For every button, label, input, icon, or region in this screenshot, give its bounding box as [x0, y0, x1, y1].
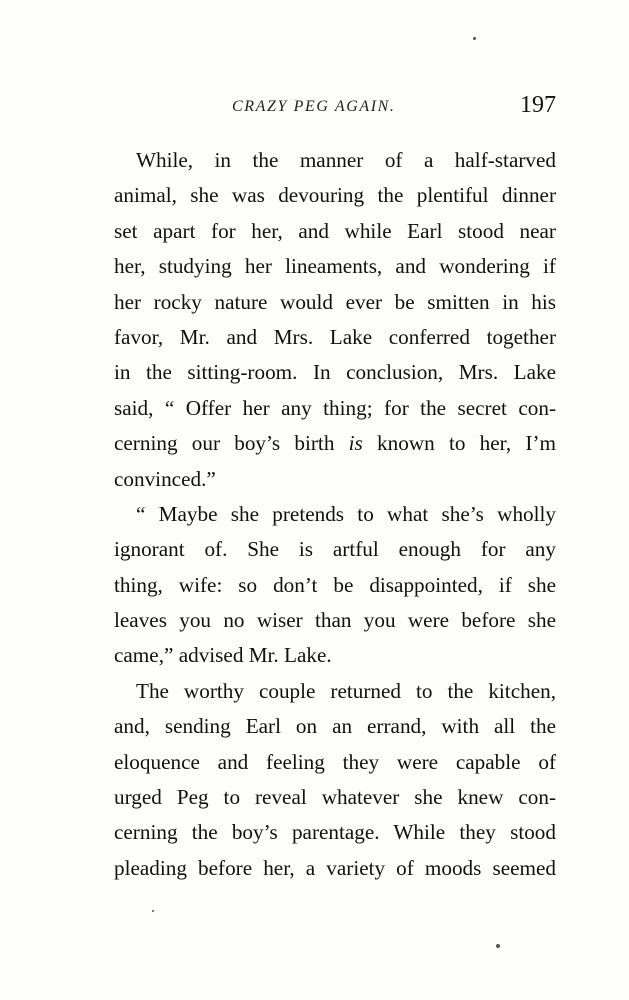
page-number: 197: [520, 92, 556, 118]
text-line: animal, she was devouring the plentiful dinner: [114, 183, 556, 208]
text-line: and, sending Earl on an errand, with all the: [114, 714, 556, 739]
text-line: eloquence and feeling they were capable of: [114, 749, 556, 774]
text-line: convinced.”: [114, 466, 216, 491]
text-line: came,” advised Mr. Lake.: [114, 643, 332, 668]
text-line: “ Maybe she pretends to what she’s wholly: [136, 501, 556, 526]
text-line: set apart for her, and while Earl stood near: [114, 218, 556, 243]
ink-speck: [152, 910, 154, 912]
text-line-with-italic: [114, 426, 556, 461]
text-line: in the sitting-room. In conclusion, Mrs. Lake: [114, 360, 556, 385]
ink-speck: [496, 944, 500, 948]
text-segment: known to her, I’m: [362, 431, 556, 456]
text-segment: cerning our boy’s birth: [114, 431, 349, 456]
text-line: thing, wife: so don’t be disappointed, if she: [114, 572, 556, 597]
italic-word: is: [348, 431, 363, 456]
text-line: her, studying her lineaments, and wondering if: [114, 254, 556, 279]
text-line: The worthy couple returned to the kitchen,: [136, 678, 556, 703]
text-line: said, “ Offer her any thing; for the secret con-: [114, 395, 556, 420]
body-text: [114, 143, 556, 886]
text-line: ignorant of. She is artful enough for any: [114, 537, 556, 562]
text-line: leaves you no wiser than you were before she: [114, 608, 556, 633]
text-line: favor, Mr. and Mrs. Lake conferred together: [114, 324, 556, 349]
ink-speck: [473, 37, 476, 40]
text-line: cerning the boy’s parentage. While they stood: [114, 820, 556, 845]
text-line: pleading before her, a variety of moods seemed: [114, 855, 556, 880]
running-title: CRAZY PEG AGAIN.: [232, 98, 396, 115]
text-line: urged Peg to reveal whatever she knew con-: [114, 785, 556, 810]
text-line: While, in the manner of a half-starved: [136, 148, 556, 172]
running-head: [114, 92, 556, 126]
text-line: her rocky nature would ever be smitten in his: [114, 289, 556, 314]
